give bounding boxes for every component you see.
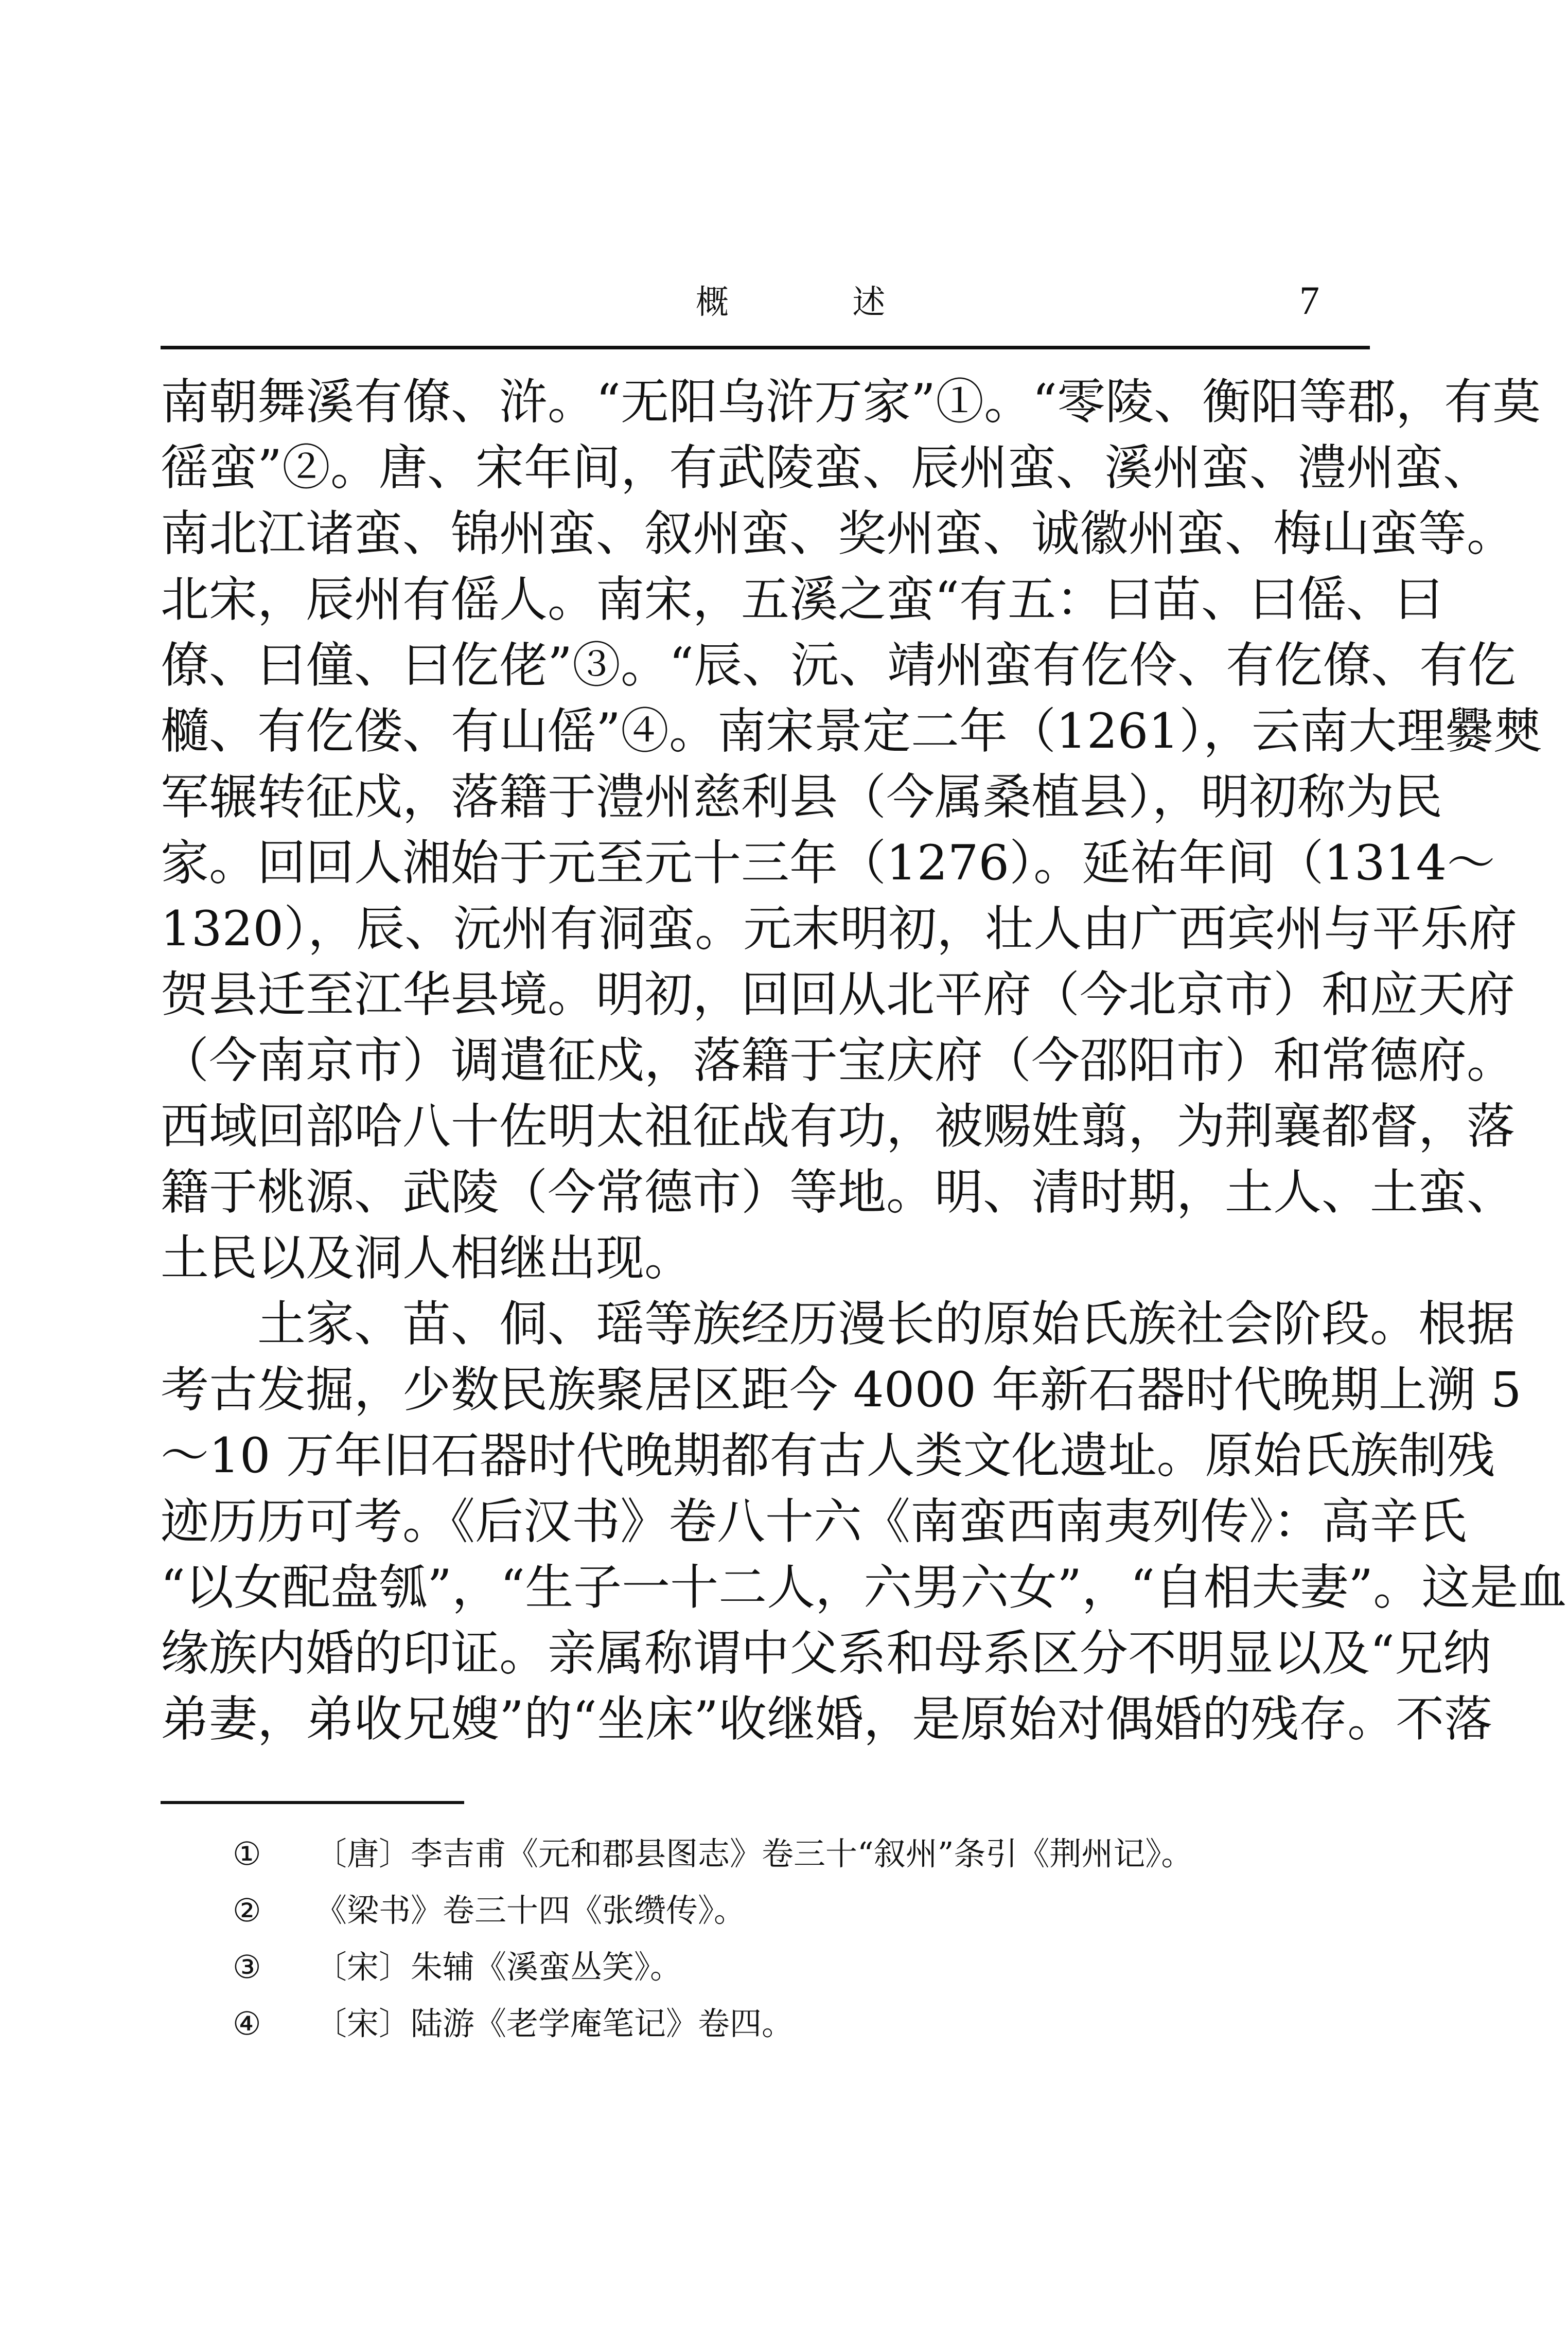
- footnote-marker: ④: [233, 2005, 261, 2042]
- text-line: 贺县迁至江华县境。明初，回回从北平府（今北京市）和应天府: [161, 967, 1516, 1023]
- footnote-text: 〔宋〕陆游《老学庵笔记》卷四。: [315, 2005, 794, 2042]
- paragraph-end-line: 土民以及洞人相继出现。: [161, 1230, 693, 1286]
- footnote-2: [161, 1882, 1370, 1939]
- paragraph-start-line: 土家、苗、侗、瑶等族经历漫长的原始氏族社会阶段。根据: [257, 1296, 1516, 1352]
- text-line: 西域回部哈八十佐明太祖征战有功，被赐姓翦，为荆襄都督，落: [161, 1099, 1516, 1155]
- text-line: 弟妻，弟收兄嫂”的“坐床”收继婚，是原始对偶婚的残存。不落: [161, 1691, 1493, 1747]
- header-rule: [161, 346, 1370, 349]
- text-line: 徭蛮”②。唐、宋年间，有武陵蛮、辰州蛮、溪州蛮、澧州蛮、: [161, 440, 1492, 496]
- footnote-marker: ③: [233, 1948, 261, 1986]
- text-line: 南北江诸蛮、锦州蛮、叙州蛮、奖州蛮、诚徽州蛮、梅山蛮等。: [161, 506, 1516, 562]
- running-header-title: 概 述: [696, 284, 942, 322]
- footnote-text: 《梁书》卷三十四《张缵传》。: [315, 1892, 746, 1929]
- text-line: 南朝舞溪有僚、浒。“无阳乌浒万家”①。“零陵、衡阳等郡，有莫: [161, 374, 1541, 430]
- text-line: 考古发掘，少数民族聚居区距今 4000 年新石器时代晚期上溯 5: [161, 1362, 1522, 1418]
- text-line: 1320），辰、沅州有洞蛮。元末明初，壮人由广西宾州与平乐府: [161, 901, 1518, 957]
- footnote-text: 〔宋〕朱辅《溪蛮丛笑》。: [315, 1948, 682, 1986]
- text-line: 僚、曰僮、曰仡佬”③。“辰、沅、靖州蛮有仡伶、有仡僚、有仡: [161, 638, 1517, 694]
- text-line: “以女配盘瓠”，“生子一十二人，六男六女”，“自相夫妻”。这是血: [161, 1560, 1567, 1616]
- page-number: 7: [1299, 278, 1319, 323]
- text-line: 籍于桃源、武陵（今常德市）等地。明、清时期，土人、土蛮、: [161, 1164, 1516, 1221]
- text-line: 军辗转征戍，落籍于澧州慈利县（今属桑植县），明初称为民: [161, 769, 1443, 825]
- footnote-marker: ②: [233, 1892, 261, 1929]
- footnote-1: [161, 1826, 1370, 1882]
- footnotes: [161, 1826, 1370, 2052]
- text-line: ～10 万年旧石器时代晚期都有古人类文化遗址。原始氏族制残: [161, 1428, 1495, 1484]
- footnote-marker: ①: [233, 1835, 261, 1873]
- footnote-3: [161, 1939, 1370, 1995]
- footnote-text: 〔唐〕李吉甫《元和郡县图志》卷三十“叙州”条引《荆州记》。: [315, 1835, 1193, 1873]
- footnote-4: [161, 1995, 1370, 2052]
- footnote-rule: [161, 1801, 464, 1804]
- text-line: 㰐、有仡偻、有山傜”④。南宋景定二年（1261），云南大理爨僰: [161, 703, 1542, 760]
- text-line: 缘族内婚的印证。亲属称谓中父系和母系区分不明显以及“兄纳: [161, 1626, 1492, 1682]
- text-line: 迹历历可考。《后汉书》卷八十六《南蛮西南夷列传》：高辛氏: [161, 1494, 1467, 1550]
- text-line: 北宋，辰州有傜人。南宋，五溪之蛮“有五：曰苗、曰傜、曰: [161, 572, 1443, 628]
- text-line: （今南京市）调遣征戍，落籍于宝庆府（今邵阳市）和常德府。: [161, 1033, 1516, 1089]
- body-text: [161, 369, 1567, 1753]
- text-line: 家。回回人湘始于元至元十三年（1276）。延祐年间（1314～: [161, 835, 1495, 891]
